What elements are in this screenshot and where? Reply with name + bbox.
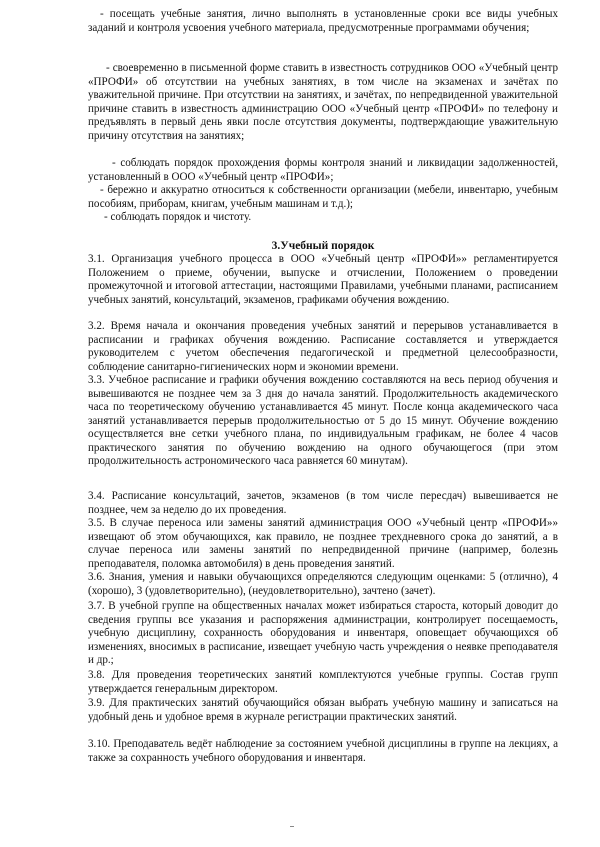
paragraph-3-5: 3.5. В случае переноса или замены занятий администрация ООО «Учебный центр «ПРОФИ»» извещают об этом обучающихся, как правило, не позднее трехдневного срока до занятий, а в случае переноса или замены занятий по непредвиденной причине (например, болезнь преподавателя, поломка автомобиля) в день проведения занятий. [88, 517, 558, 570]
paragraph-3-3: 3.3. Учебное расписание и графики обучения вождению составляются на весь период обучения и вывешиваются не позднее чем за 3 дня до начала занятий. Продолжительность академического часа по теоретическому обучению устанавливается 45 минут. После конца академического часа занятий устанавливается перерыв продолжительностью от 5 до 15 минут. Обучение вождению осуществляется вне сетки учебного плана, по индивидуальным графикам, не более 4 часов практического занятия по обучению вождению на одного обучающегося (при этом продолжительность астрономического часа равняется 60 минутам). [88, 374, 558, 467]
duty-attend: - посещать учебные занятия, лично выполнять в установленные сроки все виды учебных заданий и контроля усвоения учебного материала, предусмотренные программами обучения; [88, 8, 558, 34]
scan-mark [290, 826, 294, 827]
section-title: 3.Учебный порядок [271, 240, 375, 252]
duty-order: - соблюдать порядок и чистоту. [104, 211, 252, 223]
duty-notify: - своевременно в письменной форме ставить в известность сотрудников ООО «Учебный центр «ПРОФИ» об отсутствии на учебных занятиях, в том числе на экзаменах и зачётах по уважительной причине. При отсутствии на занятиях, и зачётах, по непредвиденной уважительной причине ставить в известность администрацию ООО «Учебный центр «ПРОФИ» по телефону и предъявлять в первый день явки после отсутствия документы, подтверждающие уважительную причину отсутствия на занятиях; [88, 62, 558, 142]
paragraph-3-4: 3.4. Расписание консультаций, зачетов, экзаменов (в том числе пересдач) вывешивается не позднее, чем за неделю до их проведения. [88, 490, 558, 516]
duty-property: - бережно и аккуратно относиться к собственности организации (мебели, инвентарю, учебным пособиям, приборам, книгам, учебным машинам и т.д.); [88, 184, 558, 210]
paragraph-3-7: 3.7. В учебной группе на общественных началах может избираться староста, который доводит до сведения группы все указания и распоряжения администрации, контролирует посещаемость, учебную дисциплину, сохранность оборудования и инвентаря, оповещает обучающихся об изменениях, вносимых в расписание, извещает учебную часть учреждения о неявке преподавателя и др.; [88, 600, 558, 666]
paragraph-3-8: 3.8. Для проведения теоретических занятий комплектуются учебные группы. Состав групп утверждается генеральным директором. [88, 669, 558, 695]
paragraph-3-1: 3.1. Организация учебного процесса в ООО «Учебный центр «ПРОФИ»» регламентируется Положением о приеме, обучении, выпуске и отчислении, Положением о проведении промежуточной и итоговой аттестации, настоящими Правилами, учебными планами, расписанием учебных занятий, консультаций, экзаменов, графиками обучения вождению. [88, 253, 558, 306]
paragraph-3-2: 3.2. Время начала и окончания проведения учебных занятий и перерывов устанавливается в расписании и графиках обучения вождению. Расписание составляется и утверждается руководителем с учетом обеспечения педагогической и предметной целесообразности, соблюдение санитарно-гигиенических норм и экономии времени. [88, 320, 558, 373]
duty-control: - соблюдать порядок прохождения формы контроля знаний и ликвидации задолженностей, установленный в ООО «Учебный центр «ПРОФИ»; [88, 157, 558, 183]
paragraph-3-9: 3.9. Для практических занятий обучающийся обязан выбрать учебную машину и записаться на удобный день и удобное время в журнале регистрации практических занятий. [88, 697, 558, 723]
paragraph-3-6: 3.6. Знания, умения и навыки обучающихся определяются следующим оценками: 5 (отлично), 4 (хорошо), 3 (удовлетворительно), (неудовлетворительно), зачтено (зачет). [88, 571, 558, 597]
paragraph-3-10: 3.10. Преподаватель ведёт наблюдение за состоянием учебной дисциплины в группе на лекциях, а также за сохранность учебного оборудования и инвентаря. [88, 738, 558, 764]
